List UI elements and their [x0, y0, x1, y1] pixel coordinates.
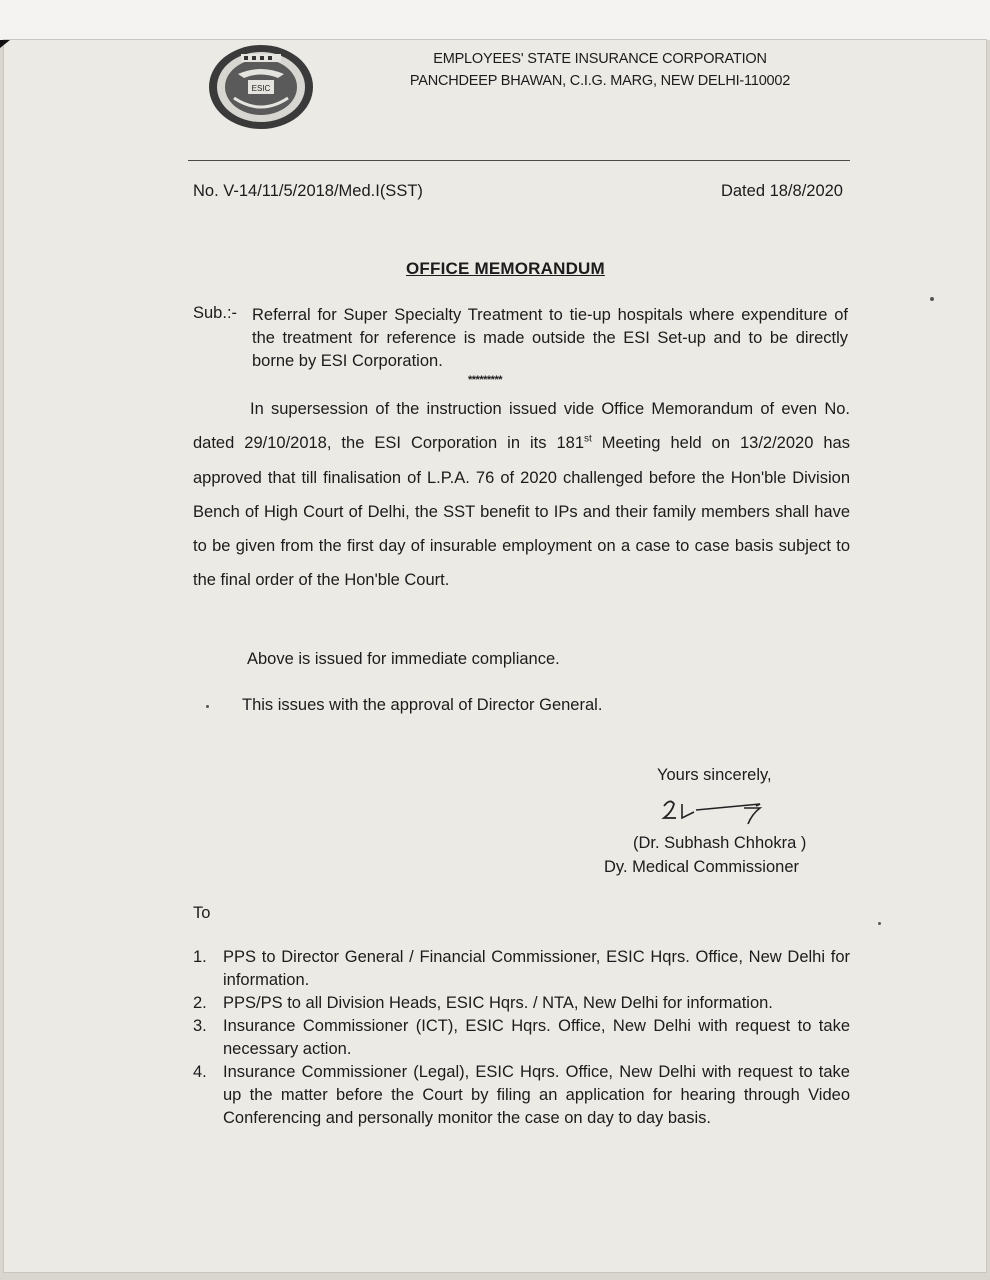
esic-seal-logo: [208, 44, 314, 130]
list-text: PPS to Director General / Financial Commissioner, ESIC Hqrs. Office, New Delhi for information.: [223, 948, 850, 989]
signer-name: (Dr. Subhash Chhokra ): [633, 834, 807, 852]
body-part-1: In supersession of the instruction issued vide Office Memorandum of even No. dated 29/10/2018, the ESI Corporation in its 181: [193, 400, 850, 453]
list-number: 3.: [193, 1017, 207, 1035]
top-margin: [0, 0, 990, 40]
scan-speck: [206, 705, 209, 708]
to-label: To: [193, 904, 211, 922]
separator-stars: *********: [468, 374, 503, 386]
logo-text: ESIC: [251, 84, 271, 93]
list-number: 1.: [193, 948, 207, 966]
memo-date: Dated 18/8/2020: [720, 182, 843, 200]
list-item: [193, 992, 850, 1015]
signer-designation: Dy. Medical Commissioner: [604, 858, 799, 876]
org-name: EMPLOYEES' STATE INSURANCE CORPORATION: [433, 51, 767, 67]
scan-speck: [930, 297, 934, 301]
ordinal-suffix: st: [584, 433, 592, 445]
scan-speck: [878, 922, 881, 925]
reference-number: No. V-14/11/5/2018/Med.I(SST): [193, 182, 423, 200]
list-item: [193, 1015, 850, 1061]
body-part-2: Meeting held on 13/2/2020 has approved that till finalisation of L.P.A. 76 of 2020 challenged before the Hon'ble Division Bench of High Court of Delhi, the SST benefit to IPs and their family members shall have to be given from the first day of insurable employment on a case to case basis subject to the final order of the Hon'ble Court.: [193, 434, 850, 590]
compliance-line: Above is issued for immediate compliance.: [247, 650, 560, 668]
subject-text: Referral for Super Specialty Treatment to tie-up hospitals where expenditure of the treatment for reference is made outside the ESI Set-up and to be directly borne by ESI Corporation.: [252, 306, 848, 370]
distribution-list: [193, 946, 850, 1130]
list-text: Insurance Commissioner (ICT), ESIC Hqrs. Office, New Delhi with request to take necessary action.: [223, 1017, 850, 1058]
approval-line: This issues with the approval of Director General.: [242, 696, 603, 714]
header-divider: [188, 160, 850, 161]
handwritten-signature: [660, 794, 770, 830]
list-text: PPS/PS to all Division Heads, ESIC Hqrs. / NTA, New Delhi for information.: [223, 994, 773, 1012]
closing-salutation: Yours sincerely,: [657, 766, 772, 784]
list-item: [193, 1061, 850, 1130]
org-address: PANCHDEEP BHAWAN, C.I.G. MARG, NEW DELHI-110002: [409, 73, 791, 89]
list-number: 4.: [193, 1063, 207, 1081]
list-number: 2.: [193, 994, 207, 1012]
page-corner: [0, 40, 10, 48]
memo-title: OFFICE MEMORANDUM: [406, 259, 605, 278]
subject-label: Sub.:-: [193, 304, 238, 322]
list-text: Insurance Commissioner (Legal), ESIC Hqrs. Office, New Delhi with request to take up the matter before the Court by filing an application for hearing through Video Conferencing and personally monitor the case on day to day basis.: [223, 1063, 850, 1127]
org-heading: [380, 48, 820, 92]
body-paragraph: [193, 392, 850, 598]
list-item: [193, 946, 850, 992]
